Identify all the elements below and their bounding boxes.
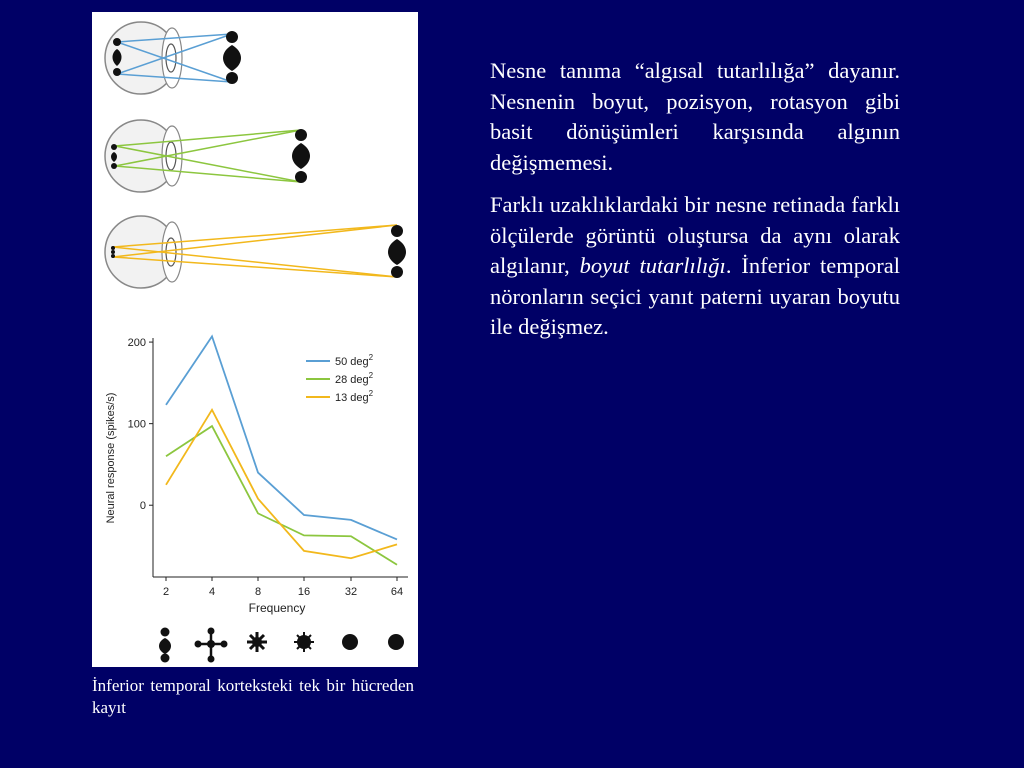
- eye-diagram-far: [105, 216, 406, 288]
- stimulus-cross-icon: [195, 628, 228, 663]
- lens: [166, 44, 176, 72]
- x-tick-label: 8: [254, 586, 262, 598]
- object-icon-small: [388, 225, 406, 278]
- stimulus-star-icon: [247, 632, 267, 652]
- legend: [306, 353, 374, 404]
- x-ticks: [163, 577, 403, 598]
- line-chart: [105, 336, 408, 615]
- retina-image-medium: [111, 144, 117, 169]
- legend-entry: 13 deg$^2$: [335, 389, 374, 404]
- series-line-3: [166, 410, 397, 558]
- stimulus-figure8-icon: [159, 628, 171, 663]
- x-tick-label: 16: [297, 586, 311, 598]
- retina-image-large: [113, 38, 122, 76]
- figure-svg: [92, 12, 418, 667]
- paragraph-2: [490, 190, 900, 343]
- stimulus-spiky-icon: [294, 632, 314, 652]
- eye-diagram-near: [105, 22, 241, 94]
- y-tick-label: 0: [139, 500, 146, 513]
- object-icon-large: [223, 31, 241, 84]
- paragraph-2-part-1: Farklı uzaklıklardaki bir nesne retinada farklı ölçülerde görüntü oluştursa da aynı olarak algılanır,: [490, 192, 900, 278]
- stimulus-circle-icon: [342, 634, 358, 650]
- figure-caption: İnferior temporal korteksteki tek bir hücreden kayıt: [92, 676, 414, 717]
- x-tick-label: 32: [344, 586, 358, 598]
- y-axis-label: Neural response (spikes/s): [105, 392, 117, 524]
- x-axis-label: Frequency: [248, 601, 306, 615]
- legend-entry: 50 deg$^2$: [335, 353, 374, 368]
- retina-image-small: [111, 246, 115, 258]
- paragraph-2-italic: boyut tutarlılığı: [579, 253, 726, 278]
- x-tick-label: 64: [390, 586, 404, 598]
- object-icon-medium: [292, 129, 310, 183]
- y-ticks: [128, 337, 153, 512]
- paragraph-2-part-2: . İnferior temporal nöronların seçici yanıt paterni uyaran boyutu ile değişmez.: [490, 253, 900, 339]
- x-tick-label: 4: [208, 586, 216, 598]
- figure-panel: [92, 12, 418, 667]
- y-tick-label: 200: [127, 337, 146, 350]
- stimulus-shapes: [159, 628, 404, 663]
- slide-text: [490, 56, 900, 355]
- y-tick-label: 100: [127, 418, 146, 431]
- eye-diagram-medium: [105, 120, 310, 192]
- x-tick-label: 2: [162, 586, 170, 598]
- series-lines: [166, 336, 397, 564]
- paragraph-1: Nesne tanıma “algısal tutarlılığa” dayanır. Nesnenin boyut, pozisyon, rotasyon gibi basit dönüşümleri karşısında algının değişmemesi.: [490, 58, 900, 175]
- stimulus-circle-icon: [388, 634, 404, 650]
- legend-entry: 28 deg$^2$: [335, 371, 374, 386]
